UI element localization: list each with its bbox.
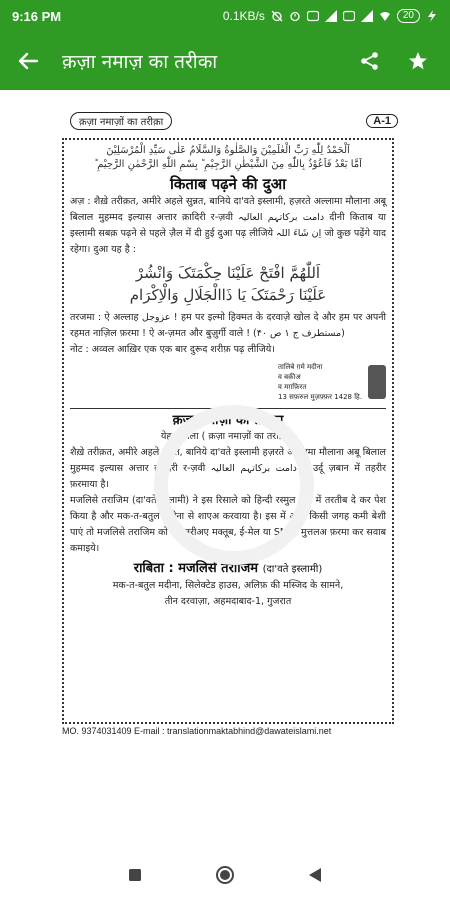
book-page	[58, 112, 398, 812]
section2-subheading: येह रिसाला ( क़ज़ा नमाज़ों का तरीक़ा )	[160, 431, 296, 442]
calligraphy-seal-icon	[368, 365, 386, 399]
arabic-opening-line-1: اَلْحَمْدُ لِلّٰهِ رَبِّ الْعٰلَمِیْنَ وَالصَّلٰوةُ وَالسَّلَامُ عَلٰی سَیِّدِ الْمُرْسَلِیْنَ	[106, 145, 350, 156]
signal-2-icon	[361, 10, 373, 22]
charging-icon	[426, 10, 438, 22]
section2-heading: क़ज़ा नमाज़ों का तरीक़ा	[172, 413, 284, 428]
status-icons	[223, 9, 438, 23]
section2-para-1: शैख़े तरीक़त, अमीरे अहले सुन्नत, बानिये दा'वते इस्लामी हज़रते अल्लामा मौलाना अबू बिलाल मुहम्मद इल्यास अत्तार क़ादिरी र-ज़वी دامت برکاتہم العالیہ ने उर्दू ज़बान में तहरीर फ़रमाया है।	[70, 447, 386, 490]
seal-block	[70, 362, 386, 402]
recents-button[interactable]	[90, 850, 180, 900]
seal-text	[278, 362, 362, 402]
signal-1-icon	[325, 10, 337, 22]
rabita-title: राबिता : मजलिसे तराजिम	[133, 561, 259, 576]
dua-arabic-line-1: اَللّٰهُمَّ افْتَحْ عَلَیْنَا حِکْمَتَکَ وَانْشُرْ	[135, 264, 321, 282]
triangle-back-icon	[308, 867, 322, 883]
seal-text-line-2: व बक़ीअ	[278, 373, 301, 381]
section2-para-2: मजलिसे तराजिम (दा'वते इस्लामी) ने इस रिसाले को हिन्दी रस्मुल ख़त में तरतीब दे कर पेश किया है और मक-त-बतुल मदीना से शाएअ करवाया है। इस में अगर किसी जगह कमी बेशी पाएं तो मजलिसे तराजिम को (ब ज़रीअए मक्तूब, ई-मेल या SMS) मुत्तलअ फ़रमा कर सवाब कमाइये।	[70, 495, 386, 554]
page-frame	[62, 138, 394, 724]
dua-heading: किताब पढ़ने की दुआ	[169, 175, 287, 193]
square-recents-icon	[128, 868, 142, 882]
seal-date: 13 सफ़रुल मुज़फ़्फ़र 1428 हि.	[278, 393, 362, 401]
back-arrow-icon	[17, 50, 39, 72]
app-bar	[0, 32, 450, 90]
network-speed: 0.1KB/s	[222, 9, 265, 23]
rabita-heading	[70, 561, 386, 578]
address-line-1: मक-त-बतुल मदीना, सिलेक्टेड हाउस, अलिफ़ की मस्जिद के सामने,	[112, 580, 344, 591]
share-icon	[360, 51, 380, 71]
system-nav-bar	[0, 850, 450, 900]
alarm-icon	[289, 10, 301, 22]
seal-text-line-3: व मग़फ़िरत	[278, 383, 307, 391]
section-divider	[70, 408, 386, 409]
page-number-tag: A-1	[366, 114, 398, 128]
dua-arabic-line-2: عَلَیْنَا رَحْمَتَکَ یَا ذَاالْجَلَالِ وَالْاِکْرَام	[129, 286, 327, 304]
status-bar	[0, 0, 450, 32]
hd-2-icon	[343, 10, 355, 22]
circle-home-icon	[215, 865, 235, 885]
star-icon	[408, 51, 428, 71]
battery-level: 20	[397, 9, 420, 23]
note: नोट : अव्वल आख़िर एक एक बार दुरूद शरीफ़ पढ़ लीजिये।	[70, 344, 275, 355]
page-title: क़ज़ा नमाज़ का तरीका	[62, 51, 218, 73]
dua-intro: अज़ : शैख़े तरीक़त, अमीरे अहले सुन्नत, बानिये दा'वते इस्लामी, हज़रते अल्लामा मौलाना अबू बिलाल मुहम्मद इल्यास अत्तार क़ादिरी र-ज़वी دامت برکاتہم العالیہ दीनी किताब या इस्लामी सबक़ पढ़ने से पहले ज़ैल में दी हुई दुआ पढ़ लीजिये اِن شَاءَ اللہ जो कुछ पढ़ेंगे याद रहेगा। दुआ यह है :	[70, 196, 386, 255]
tarjama: तरजमा : ऐ अल्लाह عزوجل ! हम पर इल्मो हिक्मत के दरवाज़े खोल दे और हम पर अपनी रहमत नाज़िल फ़रमा ! ऐ अ-ज़मत और बुज़ुर्गी वाले ! (مستطرف ج ۱ ص ۴۰)	[70, 312, 386, 339]
wifi-icon	[379, 10, 391, 22]
alarm-off-icon	[271, 10, 283, 22]
home-button[interactable]	[180, 850, 270, 900]
back-button[interactable]	[0, 32, 56, 90]
arabic-opening-line-2: اَمَّا بَعْدُ فَاَعُوْذُ بِاللّٰهِ مِنَ الشَّیْطٰنِ الرَّجِیْمِ ؕ بِسْمِ اللّٰهِ الرَّحْمٰنِ الرَّحِیْمِ ؕ	[94, 159, 362, 170]
seal-text-line-1: तालिबे ग़मे मदीना	[278, 363, 323, 371]
nav-back-button[interactable]	[270, 850, 360, 900]
share-button[interactable]	[346, 32, 394, 90]
status-time: 9:16 PM	[12, 8, 62, 24]
dua-arabic	[70, 262, 386, 306]
page-tag-title: क़ज़ा नमाज़ों का तरीक़ा	[70, 112, 172, 130]
favorite-button[interactable]	[394, 32, 442, 90]
contact-footer: MO. 9374031409 E-mail : translationmaktabhind@dawateislami.net	[62, 726, 332, 736]
page-viewer[interactable]	[0, 90, 450, 850]
address-line-2: तीन दरवाज़ा, अहमदाबाद-1, गुजरात	[164, 596, 292, 607]
hd-icon	[307, 10, 319, 22]
rabita-org: (दा'वते इस्लामी)	[262, 564, 323, 575]
